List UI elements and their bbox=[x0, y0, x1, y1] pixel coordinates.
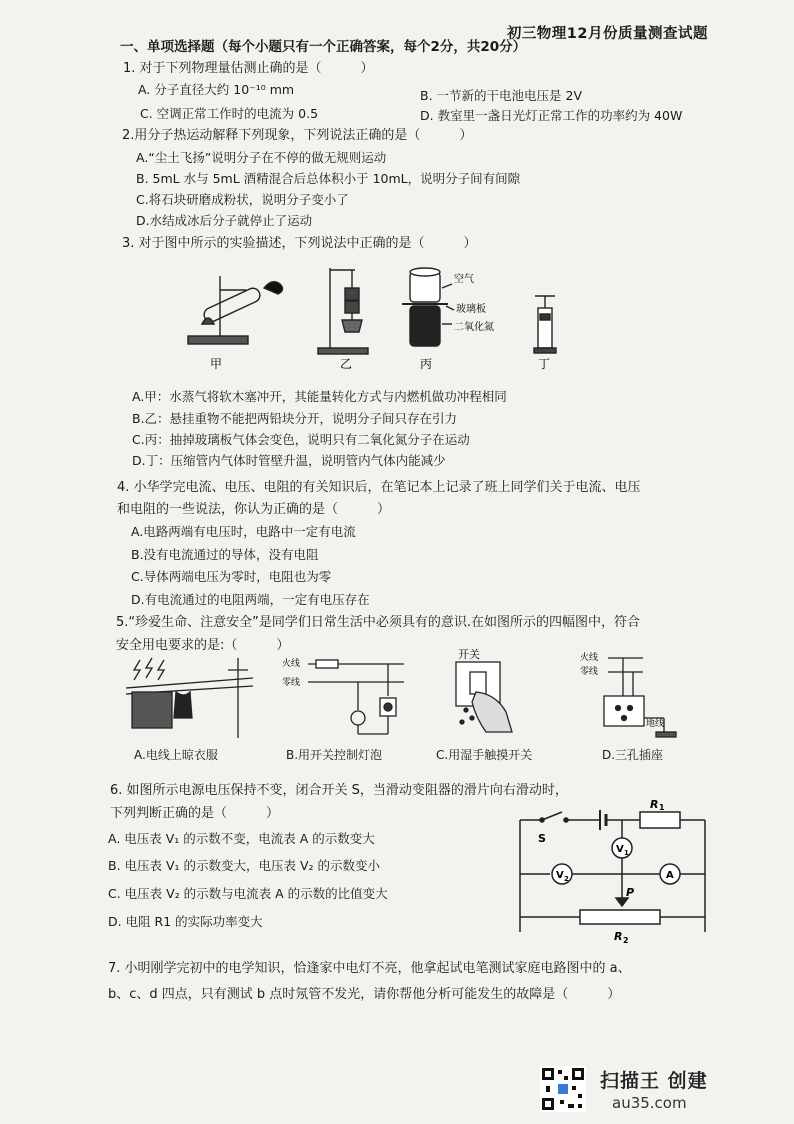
circuit-v2-subscript: 2 bbox=[564, 875, 569, 883]
fig-label-jia: 甲 bbox=[210, 357, 223, 371]
fig-b-neutral-label: 零线 bbox=[282, 678, 301, 688]
q4-option-c: C.导体两端电压为零时，电阻也为零 bbox=[131, 569, 332, 584]
q6-circuit-diagram bbox=[510, 800, 740, 950]
q3-option-b: B.乙：悬挂重物不能把两铅块分开，说明分子间只存在引力 bbox=[132, 411, 458, 426]
q6-stem-line2: 下列判断正确的是（ ） bbox=[110, 806, 280, 821]
fig-c-wet-hand-switch bbox=[456, 662, 512, 732]
q6-option-d: D. 电阻 R1 的实际功率变大 bbox=[108, 914, 263, 929]
fig-bing-gas-jars bbox=[402, 268, 454, 346]
fig-b-switch-lamp bbox=[308, 660, 404, 734]
q3-option-c: C.丙：抽掉玻璃板气体会变色，说明只有二氧化氮分子在运动 bbox=[132, 432, 470, 447]
q4-stem-line1: 4. 小华学完电流、电压、电阻的有关知识后，在笔记本上记录了班上同学们关于电流、电压 bbox=[117, 480, 641, 495]
fig-a-clothes-on-wire bbox=[126, 658, 253, 738]
q1-option-c: C. 空调正常工作时的电流为 0.5 bbox=[140, 106, 319, 121]
circuit-r1-label: R bbox=[650, 800, 659, 811]
q3-option-d: D.丁：压缩管内气体时管壁升温，说明管内气体内能减少 bbox=[132, 453, 446, 468]
q1-option-d: D. 教室里一盏日光灯正常工作的功率约为 40W bbox=[420, 108, 683, 123]
circuit-switch-label: S bbox=[538, 832, 546, 845]
circuit-ammeter-label: A bbox=[666, 870, 674, 881]
fig-d-three-hole-socket bbox=[604, 658, 676, 737]
q2-option-c: C.将石块研磨成粉状，说明分子变小了 bbox=[136, 192, 349, 207]
fig-text-glass: 玻璃板 bbox=[456, 304, 486, 315]
watermark-site: au35.com bbox=[612, 1094, 687, 1112]
circuit-slider-label: P bbox=[626, 886, 635, 899]
fig-text-gas: 二氧化氮 bbox=[454, 322, 494, 333]
circuit-v2-label: V bbox=[556, 870, 564, 881]
q6-option-a: A. 电压表 V₁ 的示数不变，电流表 A 的示数变大 bbox=[108, 831, 375, 846]
circuit-v1-label: V bbox=[616, 844, 624, 855]
fig-label-ding: 丁 bbox=[538, 357, 551, 371]
q4-stem-line2: 和电阻的一些说法，你认为正确的是（ ） bbox=[117, 502, 391, 517]
fig-label-yi: 乙 bbox=[340, 357, 353, 371]
watermark-brand: 扫描王 创建 bbox=[600, 1070, 708, 1092]
circuit-v1-subscript: 1 bbox=[624, 849, 629, 857]
q5-stem-line2: 安全用电要求的是:（ ） bbox=[116, 638, 290, 653]
q4-option-b: B.没有电流通过的导体，没有电阻 bbox=[131, 547, 319, 562]
circuit-r2-subscript: 2 bbox=[623, 936, 629, 945]
q1-stem: 1. 对于下列物理量估测止确的是（ ） bbox=[123, 61, 374, 76]
fig-d-neutral-label: 零线 bbox=[580, 667, 599, 677]
circuit-r1-subscript: 1 bbox=[659, 803, 665, 812]
q2-option-d: D.水结成冰后分子就停止了运动 bbox=[136, 213, 313, 228]
q7-stem-line2: b、c、d 四点，只有测试 b 点时氖管不发光，请你帮他分析可能发生的故障是（ ） bbox=[108, 987, 621, 1002]
fig-b-live-label: 火线 bbox=[282, 659, 301, 669]
q1-option-b: B. 一节新的干电池电压是 2V bbox=[420, 88, 582, 103]
circuit-r2-label: R bbox=[614, 930, 623, 943]
q5-option-c: C.用湿手触摸开关 bbox=[436, 748, 533, 762]
q2-option-a: A.“尘土飞扬”说明分子在不停的做无规则运动 bbox=[136, 150, 387, 165]
fig-d-live-label: 火线 bbox=[580, 653, 599, 663]
q2-option-b: B. 5mL 水与 5mL 酒精混合后总体积小于 10mL，说明分子间有间隙 bbox=[136, 171, 521, 186]
fig-ding-air-pump bbox=[534, 296, 556, 353]
q5-stem-line1: 5.“珍爱生命、注意安全”是同学们日常生活中必须具有的意识.在如图所示的四幅图中，符合 bbox=[116, 615, 641, 630]
q5-option-d: D.三孔插座 bbox=[602, 748, 664, 762]
q5-figure bbox=[118, 648, 678, 740]
q6-option-c: C. 电压表 V₂ 的示数与电流表 A 的示数的比值变大 bbox=[108, 886, 388, 901]
q5-option-a: A.电线上晾衣服 bbox=[134, 748, 218, 762]
q3-stem: 3. 对于图中所示的实验描述，下列说法中正确的是（ ） bbox=[122, 236, 477, 251]
fig-text-air: 空气 bbox=[454, 274, 474, 285]
fig-jia-steam-apparatus bbox=[188, 276, 283, 344]
fig-label-bing: 丙 bbox=[420, 357, 433, 371]
q4-option-d: D.有电流通过的电阻两端，一定有电压存在 bbox=[131, 592, 370, 607]
q3-option-a: A.甲：水蒸气将软木塞冲开，其能量转化方式与内燃机做功冲程相同 bbox=[132, 389, 507, 404]
fig-c-switch-label: 开关 bbox=[458, 648, 480, 661]
fig-yi-lead-blocks bbox=[318, 268, 368, 354]
q1-option-a: A. 分子直径大约 10⁻¹⁰ mm bbox=[138, 82, 295, 97]
fig-d-ground-label: 地线 bbox=[646, 719, 665, 729]
q6-stem-line1: 6. 如图所示电源电压保持不变，闭合开关 S，当滑动变阻器的滑片向右滑动时， bbox=[110, 783, 568, 798]
section-heading: 一、单项选择题（每个小题只有一个正确答案，每个2分，共20分） bbox=[120, 39, 527, 55]
q3-figure bbox=[180, 258, 580, 376]
qr-code-icon bbox=[540, 1066, 586, 1112]
q2-stem: 2.用分子热运动解释下列现象，下列说法正确的是（ ） bbox=[122, 128, 473, 143]
page-title: 初三物理12月份质量测查试题 bbox=[506, 26, 708, 42]
q4-option-a: A.电路两端有电压时，电路中一定有电流 bbox=[131, 524, 356, 539]
q5-option-b: B.用开关控制灯泡 bbox=[286, 748, 383, 762]
q6-option-b: B. 电压表 V₁ 的示数变大，电压表 V₂ 的示数变小 bbox=[108, 858, 381, 873]
q7-stem-line1: 7. 小明刚学完初中的电学知识，恰逢家中电灯不亮，他拿起试电笔测试家庭电路图中的 a、 bbox=[108, 961, 631, 976]
